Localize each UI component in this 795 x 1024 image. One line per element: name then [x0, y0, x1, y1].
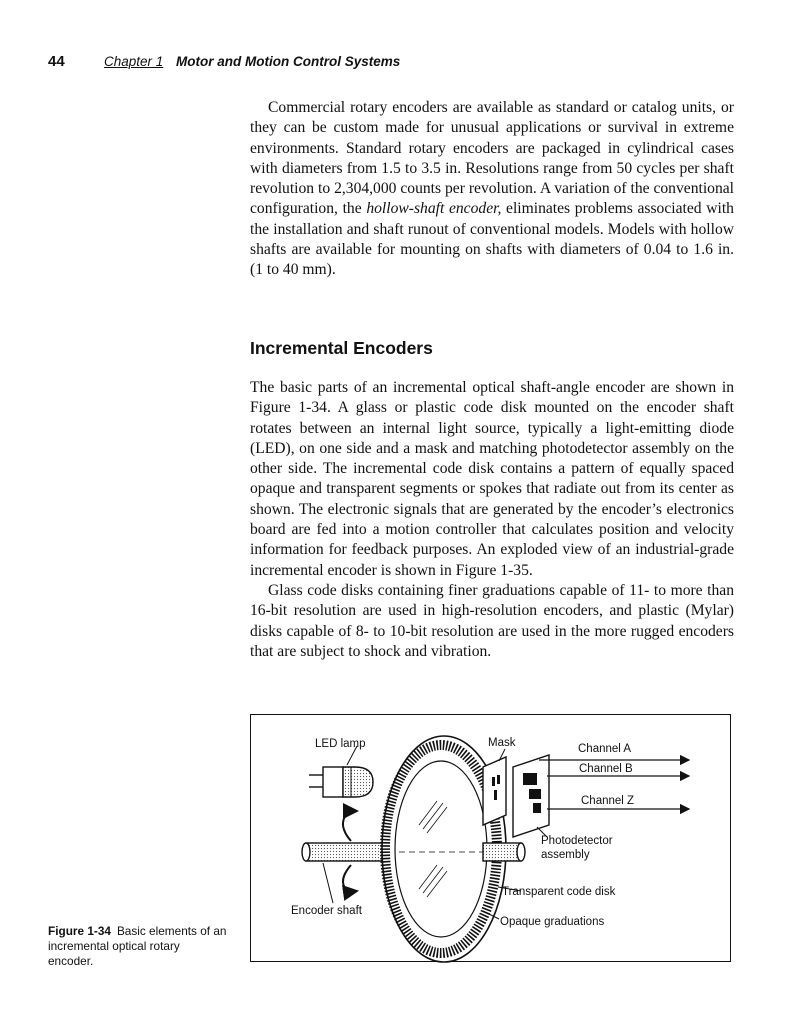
led-lamp [309, 767, 373, 797]
label-transparent-disk: Transparent code disk [502, 886, 616, 898]
encoder-diagram [251, 715, 732, 963]
label-photodetector-2: assembly [541, 849, 590, 861]
para1-text-after: eliminates problems associated with the installation and shaft runout of conventional models. Models with hollow shafts are available for mounting on shafts with diameters of 0.04 to 1.6 in. (1 to 40 mm). [250, 200, 734, 279]
label-channel-z: Channel Z [581, 795, 635, 807]
label-led-lamp: LED lamp [315, 738, 366, 750]
mask [483, 757, 506, 825]
label-channel-a: Channel A [578, 743, 632, 755]
photodetector-assembly [513, 755, 549, 837]
paragraph-glass-disks: Glass code disks containing finer graduations capable of 11- to more than 16-bit resolution are used in high-resolution encoders, and plastic (Mylar) disks capable of 8- to 10-bit resolution are used in the more rugged encoders that are subject to shock and vibration. [250, 581, 734, 660]
page-number: 44 [48, 53, 65, 70]
encoder-shaft [306, 843, 386, 861]
caption-text: Basic elements of an incremental optical rotary encoder. [48, 924, 227, 968]
para1-text: Commercial rotary encoders are available as standard or catalog units, or they can be custom made for unusual applications or survival in extreme environments. Standard rotary encoders are packaged in cylindrical cases with diameters from 1.5 to 3.5 in. Resolutions range from 50 cycles per shaft revolution to 2,304,000 counts per revolution. A variation of the conventional configuration, the [250, 99, 734, 218]
figure-1-34 [250, 714, 731, 962]
label-encoder-shaft: Encoder shaft [291, 905, 362, 917]
caption-number: Figure 1-34 [48, 924, 111, 938]
label-photodetector-1: Photodetector [541, 835, 613, 847]
label-opaque-graduations: Opaque graduations [500, 916, 605, 928]
body-incremental [250, 378, 734, 662]
chapter-label: Chapter 1 [104, 54, 164, 69]
figure-caption [48, 924, 228, 969]
rotation-arrow-icon [343, 865, 357, 891]
rotation-arrow-icon [343, 811, 357, 841]
paragraph-basic-parts: The basic parts of an incremental optical shaft-angle encoder are shown in Figure 1-34. A glass or plastic code disk mounted on the encoder shaft rotates between an internal light source, typically a light-emitting diode (LED), on one side and a mask and matching photodetector assembly on the other side. The incremental code disk contains a pattern of equally spaced opaque and transparent segments or spokes that radiate out from its center as shown. The electronic signals that are generated by the encoder’s electronics board are fed into a motion controller that calculates position and velocity information for feedback purposes. An exploded view of an industrial-grade incremental encoder is shown in Figure 1-35. [250, 379, 734, 579]
para1-emphasis: hollow-shaft encoder, [366, 200, 502, 218]
label-channel-b: Channel B [579, 763, 633, 775]
paragraph-hollow-shaft [250, 98, 734, 281]
chapter-title: Motor and Motion Control Systems [176, 54, 401, 69]
label-mask: Mask [488, 737, 516, 749]
section-heading: Incremental Encoders [250, 338, 433, 358]
